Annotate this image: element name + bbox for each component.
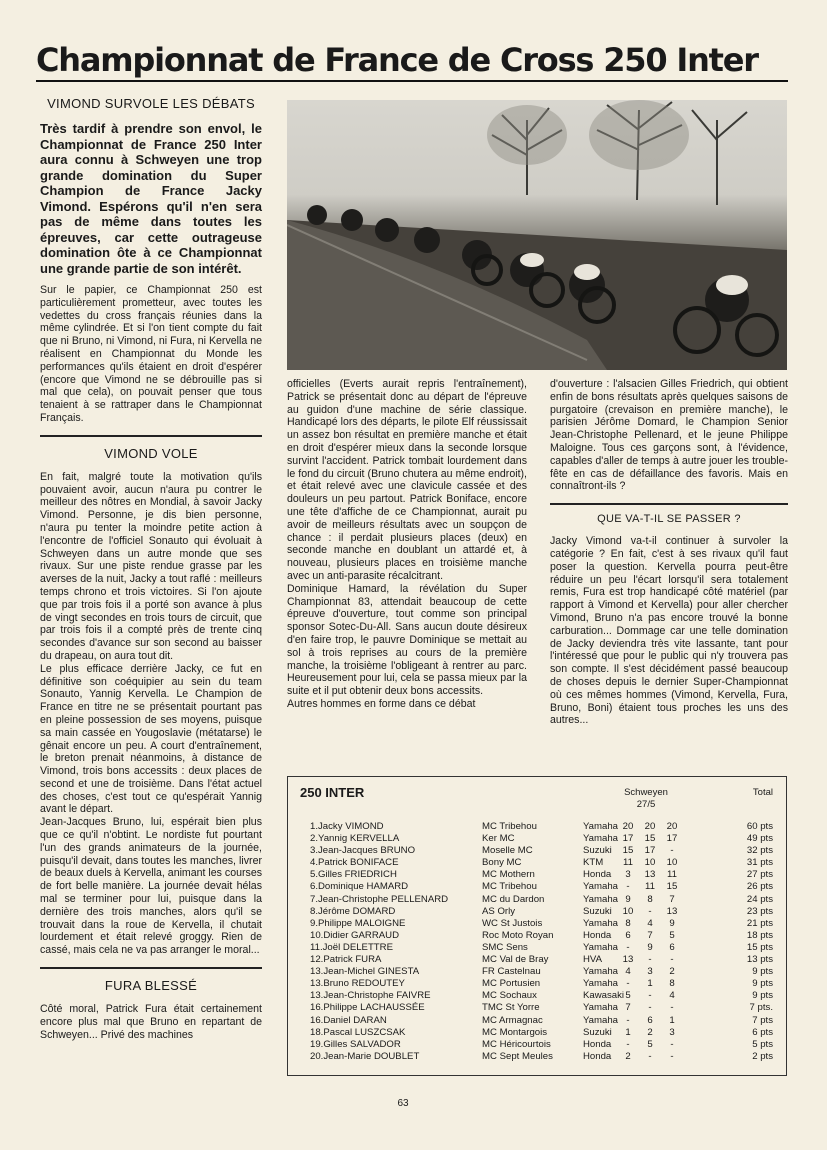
total-points: 21 pts: [746, 917, 773, 929]
paragraph: Autres hommes en forme dans ce débat: [287, 697, 476, 710]
moto3-points: 20: [666, 821, 678, 832]
body-text-3: [40, 1003, 262, 1041]
club-name: MC Sochaux: [482, 990, 537, 1002]
table-row: [288, 1039, 788, 1051]
results-total-header: Total: [752, 787, 773, 798]
moto3-points: -: [670, 954, 674, 966]
section-heading-que-va-t-il: QUE VA-T-IL SE PASSER ?: [550, 503, 788, 529]
left-column: [40, 92, 262, 1041]
table-row: [288, 869, 788, 881]
moto3-points: -: [670, 1002, 674, 1014]
table-row: [288, 845, 788, 857]
paragraph: Dominique Hamard, la révélation du Super Championnat 83, attendait beaucoup de cette épreuve d'ouverture, tout comme son principal sponsor Sotec-Du-All. Sans aucun doute désireux d'en faire trop, le pauvre Dominique se mettait au sol à trois reprises au cours de la première manche, la troisième l'obligeant à rentrer au parc. Heureusement pour lui, cela se passa mieux par la suite et il put obtenir deux bons accessits.: [287, 582, 527, 698]
rider-name: 6.Dominique HAMARD: [310, 881, 409, 893]
moto1-points: 13: [622, 954, 634, 966]
bike-make: Suzuki: [583, 905, 612, 917]
club-name: Bony MC: [482, 857, 522, 869]
moto2-points: 5: [647, 1038, 653, 1050]
moto1-points: 11: [623, 857, 633, 869]
total-points: 60 pts: [746, 821, 773, 832]
results-venue: Schweyen: [624, 787, 668, 798]
rider-name: 18.Pascal LUSZCSAK: [310, 1026, 406, 1038]
bike-make: Honda: [583, 1050, 612, 1062]
total-points: 18 pts: [746, 929, 773, 941]
results-title: 250 INTER: [300, 785, 365, 800]
bike-make: Yamaha: [583, 966, 619, 978]
bike-make: Yamaha: [583, 978, 619, 990]
total-points: 15 pts: [746, 941, 773, 953]
middle-column: [287, 378, 527, 711]
rider-name: 20.Jean-Marie DOUBLET: [310, 1050, 420, 1062]
rider-name: 8.Jérôme DOMARD: [310, 905, 396, 917]
body-text-right-2: [550, 535, 788, 727]
moto1-points: 20: [622, 821, 634, 832]
rider-name: 1.Jacky VIMOND: [310, 821, 384, 832]
total-points: 9 pts: [752, 990, 773, 1002]
moto1-points: 8: [625, 917, 631, 929]
moto1-points: 4: [625, 966, 631, 978]
lead-paragraph: Très tardif à prendre son envol, le Championnat de France 250 Inter aura connu à Schweyen une trop grande domination du Super Champion de France Jacky Vimond. Espérons qu'il n'en sera pas de même dans toutes les épreuves, car cette outrageuse domination ôte à ce Championnat une grande partie de son intérêt.: [40, 121, 262, 276]
bike-make: Yamaha: [583, 1014, 619, 1026]
bike-make: Yamaha: [583, 881, 619, 893]
total-points: 31 pts: [746, 857, 773, 869]
club-name: MC Montargois: [482, 1026, 548, 1038]
rider-name: 11.Joël DELETTRE: [310, 941, 393, 953]
moto2-points: 8: [647, 893, 653, 905]
moto3-points: 8: [669, 978, 675, 990]
moto2-points: 13: [644, 869, 656, 881]
moto1-points: -: [626, 1014, 630, 1026]
club-name: MC Héricourtois: [482, 1038, 551, 1050]
club-name: MC Mothern: [482, 869, 535, 881]
club-name: TMC St Yorre: [482, 1002, 540, 1014]
rider-name: 16.Daniel DARAN: [310, 1014, 387, 1026]
total-points: 5 pts: [752, 1038, 773, 1050]
moto2-points: -: [648, 954, 652, 966]
moto1-points: 15: [622, 845, 634, 857]
moto3-points: 6: [669, 941, 675, 953]
table-row: [288, 894, 788, 906]
results-table: [287, 776, 787, 1076]
moto2-points: -: [648, 1002, 652, 1014]
body-text-right-1: [550, 378, 788, 493]
club-name: Roc Moto Royan: [482, 929, 554, 941]
moto2-points: -: [648, 1050, 652, 1062]
moto3-points: 4: [669, 990, 675, 1002]
total-points: 49 pts: [746, 833, 773, 845]
moto2-points: -: [648, 990, 652, 1002]
total-points: 6 pts: [752, 1026, 773, 1038]
table-row: [288, 1027, 788, 1039]
moto1-points: -: [626, 941, 630, 953]
total-points: 27 pts: [746, 869, 773, 881]
table-row: [288, 857, 788, 869]
moto3-points: -: [670, 845, 674, 857]
moto3-points: -: [670, 1038, 674, 1050]
moto2-points: 10: [644, 857, 656, 869]
paragraph: Le plus efficace derrière Jacky, ce fut en définitive son coéquipier au sein du team Sonauto, Yannig Kervella. Le Champion de France en titre ne se présentait pourtant pas en pleine possession de ses moyens, puisque sa main cassée en Yougoslavie (métatarse) le gênait encore un peu. A court d'entraînement, le breton prenait néanmoins, à distance de Vimond, trois bons accessits : deux places de second et une de troisième. Dans l'état actuel des choses, c'est tout ce qu'espérait Yannig avant le départ.: [40, 662, 262, 816]
total-points: 2 pts: [752, 1050, 773, 1062]
results-rows: [288, 821, 788, 1063]
moto2-points: 1: [647, 978, 653, 990]
club-name: MC du Dardon: [482, 893, 545, 905]
total-points: 13 pts: [746, 954, 773, 966]
club-name: MC Val de Bray: [482, 954, 549, 966]
bike-make: Yamaha: [583, 917, 619, 929]
table-row: [288, 942, 788, 954]
rider-name: 3.Jean-Jacques BRUNO: [310, 845, 416, 857]
total-points: 24 pts: [746, 893, 773, 905]
moto3-points: 1: [669, 1014, 675, 1026]
moto1-points: 17: [622, 833, 634, 845]
club-name: AS Orly: [482, 905, 516, 917]
table-row: [288, 990, 788, 1002]
moto2-points: 2: [647, 1026, 653, 1038]
body-text-2: [40, 471, 262, 957]
total-points: 32 pts: [746, 845, 773, 857]
moto1-points: 9: [625, 893, 631, 905]
moto3-points: 13: [666, 905, 678, 917]
moto3-points: -: [670, 1050, 674, 1062]
table-row: [288, 1051, 788, 1063]
moto1-points: -: [626, 978, 630, 990]
moto1-points: 10: [622, 905, 634, 917]
table-row: [288, 821, 788, 833]
total-points: 23 pts: [746, 905, 773, 917]
total-points: 7 pts: [752, 1014, 773, 1026]
moto2-points: 7: [647, 929, 653, 941]
moto3-points: 7: [669, 893, 675, 905]
table-row: [288, 1015, 788, 1027]
paragraph: officielles (Everts aurait repris l'entraînement), Patrick se présentait donc au départ de l'épreuve au guidon d'une machine de série classique. Handicapé lors des départs, le pilote Elf réussissait un assez bon résultat en première manche et était en droit d'espérer mieux dans la seconde lorsque survint l'accident. Patrick tombait lourdement dans le fond du circuit (Bruno chutera au même endroit), et était relevé avec une clavicule cassée et des douleurs un peu partout. Patrick Boniface, encore une tête d'affiche de ce Championnat, aurait pu avoir de meilleurs résultats avec un soupçon de chance : il perdait plusieurs places (deux) en seconde manche en doublant un attardé et, à nouveau, plusieurs places en troisième manche avec un anti-parasite récalcitrant.: [287, 378, 527, 582]
rider-name: 13.Jean-Michel GINESTA: [310, 966, 420, 978]
bike-make: Honda: [583, 1038, 612, 1050]
paragraph: En fait, malgré toute la motivation qu'ils pouvaient avoir, aucun n'aura pu contrer le meilleur des nôtres en Mondial, à savoir Jacky Vimond. Personne, je dis bien personne, n'aura pu tenter la moindre petite action à l'encontre de l'officiel Sonauto qui évoluait à Schweyen dans un autre monde que ses rivaux. Sur une piste rendue grasse par les averses de la nuit, Jacky a tout raflé : meilleurs temps chrono et trois victoires. Si l'on ajoute que par trois fois il a porté son avance à plus de vingt secondes en trois tours de circuit, que par trois fois il a compté près de trente cinq secondes d'avance sur son second au baisser du drapeau, on aura tout dit.: [40, 470, 262, 662]
rider-name: 7.Jean-Christophe PELLENARD: [310, 893, 449, 905]
bike-make: Suzuki: [583, 845, 612, 857]
right-column: [550, 378, 788, 727]
moto1-points: 3: [625, 869, 631, 881]
title-rule: [36, 80, 788, 82]
moto2-points: 6: [647, 1014, 653, 1026]
moto3-points: 3: [669, 1026, 675, 1038]
rider-name: 13.Bruno REDOUTEY: [310, 978, 405, 990]
body-text-1: [40, 284, 262, 425]
rider-name: 10.Didier GARRAUD: [310, 929, 400, 941]
moto2-points: 15: [644, 833, 656, 845]
moto3-points: 17: [666, 833, 678, 845]
rider-name: 9.Philippe MALOIGNE: [310, 917, 406, 929]
club-name: MC Tribehou: [482, 881, 537, 893]
bike-make: Honda: [583, 929, 612, 941]
moto1-points: 1: [625, 1026, 631, 1038]
bike-make: HVA: [583, 954, 603, 966]
race-photo: [287, 100, 787, 370]
rider-name: 13.Jean-Christophe FAIVRE: [310, 990, 431, 1002]
bike-make: Kawasaki: [583, 990, 625, 1002]
moto2-points: 20: [644, 821, 656, 832]
club-name: Moselle MC: [482, 845, 533, 857]
club-name: SMC Sens: [482, 941, 528, 953]
rider-name: 2.Yannig KERVELLA: [310, 833, 400, 845]
section-heading-vimond-vole: VIMOND VOLE: [40, 435, 262, 465]
table-row: [288, 1002, 788, 1014]
page-title: Championnat de France de Cross 250 Inter: [36, 41, 758, 79]
rider-name: 16.Philippe LACHAUSSÉE: [310, 1002, 425, 1014]
rider-name: 5.Gilles FRIEDRICH: [310, 869, 397, 881]
moto3-points: 11: [667, 869, 677, 881]
total-points: 9 pts: [752, 966, 773, 978]
bike-make: Yamaha: [583, 1002, 619, 1014]
bike-make: Suzuki: [583, 1026, 612, 1038]
moto2-points: 3: [647, 966, 653, 978]
moto2-points: 11: [645, 881, 655, 893]
club-name: MC Portusien: [482, 978, 541, 990]
table-row: [288, 954, 788, 966]
bike-make: Honda: [583, 869, 612, 881]
moto1-points: -: [626, 1038, 630, 1050]
bike-make: Yamaha: [583, 893, 619, 905]
bike-make: KTM: [583, 857, 604, 869]
moto3-points: 15: [666, 881, 678, 893]
moto3-points: 2: [669, 966, 675, 978]
table-row: [288, 966, 788, 978]
moto2-points: 4: [647, 917, 653, 929]
club-name: MC Tribehou: [482, 821, 537, 832]
table-row: [288, 881, 788, 893]
table-row: [288, 978, 788, 990]
moto1-points: 5: [625, 990, 631, 1002]
moto3-points: 5: [669, 929, 675, 941]
moto1-points: -: [626, 881, 630, 893]
paragraph: Côté moral, Patrick Fura était certainement encore plus mal que Bruno en repartant de Schweyen... Privé des machines: [40, 1003, 262, 1041]
section-heading-fura-blesse: FURA BLESSÉ: [40, 967, 262, 997]
moto2-points: 9: [647, 941, 653, 953]
table-row: [288, 833, 788, 845]
moto2-points: -: [648, 905, 652, 917]
results-date: 27/5: [636, 799, 656, 810]
total-points: 9 pts: [752, 978, 773, 990]
paragraph: Jacky Vimond va-t-il continuer à survoler la catégorie ? En fait, c'est à ses rivaux qu'il faut poser la question. Kervella pourra peut-être réduire un peu l'écart lorsqu'il sera totalement remis, Fura est trop handicapé côté matériel (par rapport à Vimond et Kervella) pour aller chercher Vimond, Bruno n'a pas encore trouvé la bonne carburation... Dommage car une telle domination de Jacky deviendra très vite lassante, tant pour l'intéressé que pour le public qui n'y trouvera pas son compte. Il s'est décidément passé beaucoup de choses depuis le dernier Super-Championnat où ces mêmes hommes (Vimond, Kervella, Fura, Bruno, Boni) étaient tous proches les uns des autres...: [550, 535, 788, 727]
table-row: [288, 930, 788, 942]
page-number: 63: [397, 1098, 409, 1109]
moto2-points: 17: [644, 845, 656, 857]
total-points: 7 pts.: [749, 1002, 773, 1014]
club-name: MC Armagnac: [482, 1014, 543, 1026]
table-row: [288, 918, 788, 930]
bike-make: Yamaha: [583, 821, 619, 832]
bike-make: Yamaha: [583, 941, 619, 953]
paragraph: Sur le papier, ce Championnat 250 est particulièrement prometteur, avec toutes les vedettes du cross français réunies dans la même cylindrée. Et si l'on tient compte du fait que ni Bruno, ni Vimond, ni Fura, ni Kervella ne réalisent en Championnat du Monde les performances qu'ils étaient en droit d'espérer (encore que Vimond ne se débrouille pas si mal que cela), on pouvait penser que tous tenaient à se rattraper dans le Championnat Français.: [40, 284, 262, 424]
total-points: 26 pts: [746, 881, 773, 893]
moto1-points: 7: [625, 1002, 631, 1014]
club-name: MC Sept Meules: [482, 1050, 553, 1062]
club-name: WC St Justois: [482, 917, 543, 929]
moto3-points: 10: [666, 857, 678, 869]
club-name: FR Castelnau: [482, 966, 541, 978]
bike-make: Yamaha: [583, 833, 619, 845]
section-heading-vimond-survole: VIMOND SURVOLE LES DÉBATS: [47, 96, 255, 111]
moto1-points: 2: [625, 1050, 631, 1062]
table-row: [288, 906, 788, 918]
paragraph: Jean-Jacques Bruno, lui, espérait bien plus que ce qu'il n'obtint. Le nordiste fut pourtant l'un des grands animateurs de la journée, puisqu'il devait, dans toutes les manches, livrer de beaux duels à Kervella, animant les courses de fort belle manière. La journée devait hélas mal se terminer pour lui, puisque dans la dernière des trois manches, alors qu'il se trouvait dans la roue de Kervella, il chutait lourdement et était relevé groggy. Rien de cassé, mais cela ne va pas arranger le moral...: [40, 816, 263, 957]
rider-name: 12.Patrick FURA: [310, 954, 382, 966]
paragraph: d'ouverture : l'alsacien Gilles Friedrich, qui obtient enfin de bons résultats après quelques saisons de purgatoire (crevaison en première manche), le parisien Jérôme Domard, le Champion Senior Jean-Christophe Pellenard, et le jeune Philippe Maloigne. Tous ces garçons sont, à l'évidence, capables d'aller de temps à autre jouer les trouble-fête en cas de défaillance des favoris. Mais en connaîtront-ils ?: [550, 378, 788, 493]
race-photo-illustration: [287, 100, 787, 370]
moto3-points: 9: [669, 917, 675, 929]
moto1-points: 6: [625, 929, 631, 941]
rider-name: 19.Gilles SALVADOR: [310, 1038, 401, 1050]
club-name: Ker MC: [482, 833, 515, 845]
rider-name: 4.Patrick BONIFACE: [310, 857, 399, 869]
